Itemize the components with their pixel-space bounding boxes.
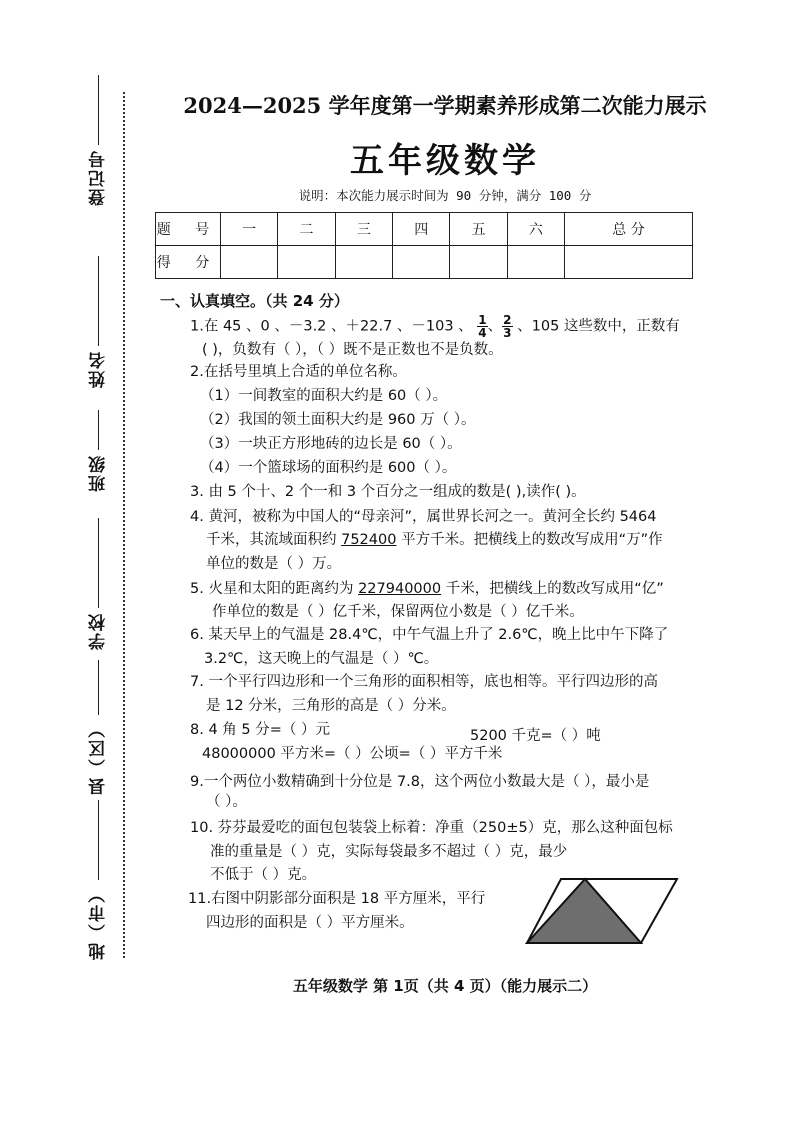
question-9-line-2: （ ）。 [206, 794, 247, 810]
score-table-cell: 总 分 [565, 213, 693, 246]
section-title: 一、认真填空。（共 24 分） [160, 292, 349, 310]
question-7-line-1: 7. 一个平行四边形和一个三角形的面积相等，底也相等。平行四边形的高 [190, 674, 658, 690]
subject-title: 五年级数学 [350, 141, 540, 181]
fraction-numerator: 2 [503, 313, 512, 327]
question-10-line-1: 10. 芬芬最爱吃的面包包装袋上标着：净重（250±5）克，那么这种面包标 [190, 820, 673, 836]
question-8-b: 5200 千克=（ ）吨 [470, 728, 601, 744]
question-8-c: 48000000 平方米=（ ）公顷=（ ）平方千米 [202, 746, 503, 762]
question-2-3: （3）一块正方形地砖的边长是 60（ ）。 [200, 436, 462, 452]
class-label: 班级 [89, 454, 109, 492]
question-2-2: （2）我国的领土面积大约是 960 万（ ）。 [200, 412, 476, 428]
question-6-line-1: 6. 某天早上的气温是 28.4℃，中午气温上升了 2.6℃，晚上比中午下降了 [190, 627, 669, 643]
underlined-number: 227940000 [358, 581, 442, 597]
question-5-line-1 [190, 577, 664, 598]
question-2-4: （4）一个篮球场的面积约是 600（ ）。 [200, 460, 457, 476]
question-1-line-1: 1.在 45 、0 、－3.2 、＋22.7 、－103 、 $\frac{1}{4}$ 、 $\frac{2}{3}$ 、105 这些数中，正数有 [190, 313, 680, 340]
page-footer: 五年级数学 第 1页（共 4 页）（能力展示二） [292, 977, 598, 995]
question-4-line-3: 单位的数是（ ）万。 [206, 556, 342, 572]
score-table-cell: 四 [393, 213, 450, 246]
question-4-text: 千米，其流域面积约 [206, 532, 342, 548]
county-label: 县（区） [89, 719, 109, 795]
fraction-denominator: 3 [503, 326, 512, 340]
question-7-line-2: 是 12 分米，三角形的高是（ ）分米。 [206, 698, 456, 714]
question-3: 3. 由 5 个十、2 个一和 3 个百分之一组成的数是( ),读作( )。 [190, 484, 586, 500]
name-label: 姓名 [89, 350, 109, 388]
question-2: 2.在括号里填上合适的单位名称。 [190, 364, 407, 380]
city-label: 地（市） [89, 884, 109, 960]
year-title: 2024—2025 学年度第一学期素养形成第二次能力展示 [183, 93, 707, 118]
score-table-cell: 三 [335, 213, 392, 246]
fraction-two-thirds [502, 314, 512, 339]
fraction-numerator: 1 [478, 313, 487, 327]
question-11-line-2: 四边形的面积是（ ）平方厘米。 [206, 915, 414, 931]
question-5-line-2: 作单位的数是（ ）亿千米，保留两位小数是（ ）亿千米。 [212, 604, 584, 620]
score-row-label: 得 分 [156, 246, 221, 279]
question-10-line-3: 不低于（ ）克。 [210, 867, 317, 883]
question-8-a: 8. 4 角 5 分=（ ）元 [190, 722, 330, 738]
fraction-one-quarter [477, 314, 487, 339]
question-10-line-2: 准的重量是（ ）克，实际每袋最多不超过（ ）克，最少 [210, 844, 568, 860]
exam-note: 说明：本次能力展示时间为 90 分钟，满分 100 分 [298, 188, 592, 203]
score-table-cell: 一 [221, 213, 278, 246]
question-4-line-1: 4. 黄河，被称为中国人的“母亲河”，属世界长河之一。黄河全长约 5464 [190, 509, 657, 525]
fraction-denominator: 4 [478, 326, 487, 340]
score-table-cell: 六 [507, 213, 564, 246]
question-1-line-2: ( )，负数有（ ），（ ）既不是正数也不是负数。 [202, 342, 503, 358]
underlined-number: 752400 [341, 532, 397, 548]
question-11-line-1: 11.右图中阴影部分面积是 18 平方厘米，平行 [188, 891, 486, 907]
parallelogram-figure [525, 876, 680, 946]
question-2-1: （1）一间教室的面积大约是 60（ ）。 [200, 388, 448, 404]
question-5-text: 5. 火星和太阳的距离约为 [190, 581, 359, 597]
question-9-line-1: 9.一个两位小数精确到十分位是 7.8，这个两位小数最大是（ ），最小是 [190, 774, 650, 790]
score-table-cell: 五 [450, 213, 507, 246]
question-1-text-a: 1.在 45 、0 、－3.2 、＋22.7 、－103 、 [190, 318, 473, 335]
question-6-line-2: 3.2℃，这天晚上的气温是（ ）℃。 [204, 651, 439, 667]
school-label: 学校 [89, 612, 109, 650]
question-1-text-b: 、105 这些数中，正数有 [517, 318, 680, 335]
question-5-text: 千米，把横线上的数改写成用“亿” [441, 581, 664, 597]
score-table-cell: 题 号 [156, 213, 221, 246]
question-4-line-2 [206, 528, 663, 549]
question-4-text: 平方千米。把横线上的数改写成用“万”作 [396, 532, 663, 548]
score-table-cell: 二 [278, 213, 335, 246]
registration-label: 登记号 [89, 149, 109, 206]
